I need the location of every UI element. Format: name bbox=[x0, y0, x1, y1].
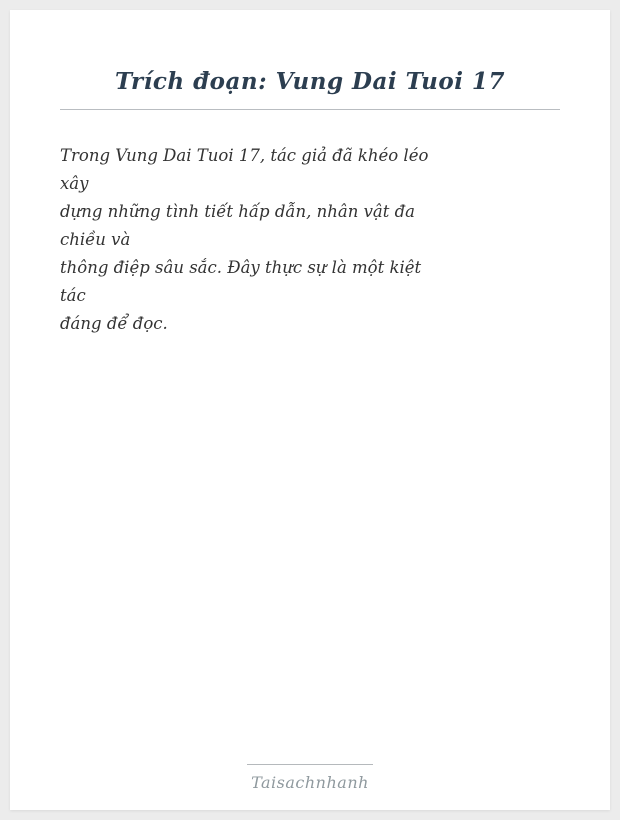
document-page bbox=[10, 10, 610, 810]
footer-brand: Taisachnhanh bbox=[251, 773, 369, 792]
excerpt-line: Trong Vung Dai Tuoi 17, tác giả đã khéo léo bbox=[60, 146, 429, 165]
excerpt-line: dựng những tình tiết hấp dẫn, nhân vật đa bbox=[60, 202, 416, 221]
excerpt-line: tác bbox=[60, 286, 86, 305]
excerpt-line: xây bbox=[60, 174, 89, 193]
excerpt-line: đáng để đọc. bbox=[60, 314, 168, 333]
page-footer bbox=[10, 764, 610, 792]
excerpt-line: thông điệp sâu sắc. Đây thực sự là một kiệt bbox=[60, 258, 422, 277]
excerpt-paragraph bbox=[60, 142, 560, 338]
excerpt-line: chiều và bbox=[60, 230, 131, 249]
page-title: Trích đoạn: Vung Dai Tuoi 17 bbox=[115, 68, 505, 95]
title-divider bbox=[60, 109, 560, 110]
footer-divider bbox=[247, 764, 373, 765]
